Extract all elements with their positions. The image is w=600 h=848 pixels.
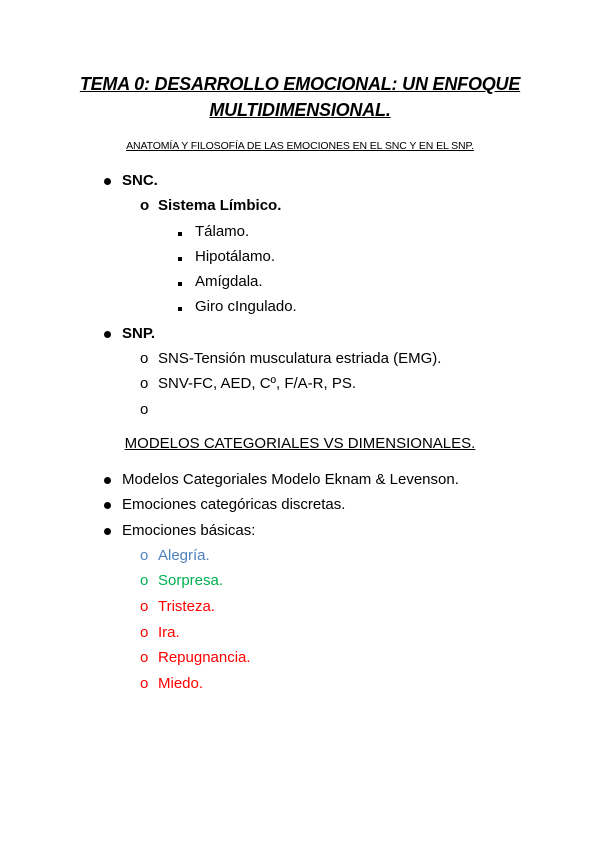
square-bullet-icon <box>178 247 182 267</box>
bullet-dot-icon <box>104 470 111 490</box>
subtitle: ANATOMÍA Y FILOSOFÍA DE LAS EMOCIONES EN EL SNC Y EN EL SNP. <box>126 140 474 152</box>
sistema-limbico-label: Sistema Límbico. <box>158 197 282 214</box>
bullet-dot-icon <box>104 495 111 515</box>
circle-bullet-icon: o <box>140 598 149 615</box>
circle-bullet-icon: o <box>140 547 149 564</box>
title-line-1: TEMA 0: DESARROLLO EMOCIONAL: UN ENFOQUE <box>79 74 521 94</box>
circle-bullet-icon: o <box>140 572 149 589</box>
emotion-alegria: Alegría. <box>158 547 210 564</box>
section2-bullet: Emociones básicas: <box>122 522 256 539</box>
square-bullet-icon <box>178 272 182 292</box>
bullet-dot-icon <box>104 521 111 541</box>
emotion-miedo: Miedo. <box>158 675 204 692</box>
bullet-dot-icon <box>104 324 111 344</box>
circle-bullet-icon: o <box>140 401 149 418</box>
section2-bullet: Emociones categóricas discretas. <box>122 496 346 513</box>
emotion-tristeza: Tristeza. <box>158 598 215 615</box>
square-bullet-icon <box>178 222 182 242</box>
circle-bullet-icon: o <box>140 624 149 641</box>
emotion-repugnancia: Repugnancia. <box>158 649 251 666</box>
square-bullet-icon <box>178 297 182 317</box>
circle-bullet-icon: o <box>140 197 150 214</box>
emotion-ira: Ira. <box>158 624 180 641</box>
bullet-dot-icon <box>104 171 111 191</box>
snc-item: Giro cIngulado. <box>195 298 297 315</box>
snp-item: SNV-FC, AED, Cº, F/A-R, PS. <box>158 375 357 392</box>
section-title: MODELOS CATEGORIALES VS DIMENSIONALES. <box>124 435 476 452</box>
circle-bullet-icon: o <box>140 375 149 392</box>
title-line-2: MULTIDIMENSIONAL. <box>209 100 391 120</box>
snp-label: SNP. <box>122 325 156 342</box>
emotion-sorpresa: Sorpresa. <box>158 572 224 589</box>
snc-item: Hipotálamo. <box>195 248 276 265</box>
section2-bullet: Modelos Categoriales Modelo Eknam & Levenson. <box>122 471 459 488</box>
circle-bullet-icon: o <box>140 675 149 692</box>
snc-item: Tálamo. <box>195 223 250 240</box>
snc-item: Amígdala. <box>195 273 263 290</box>
circle-bullet-icon: o <box>140 649 149 666</box>
circle-bullet-icon: o <box>140 350 149 367</box>
snc-label: SNC. <box>122 172 158 189</box>
snp-item: SNS-Tensión musculatura estriada (EMG). <box>158 350 442 367</box>
